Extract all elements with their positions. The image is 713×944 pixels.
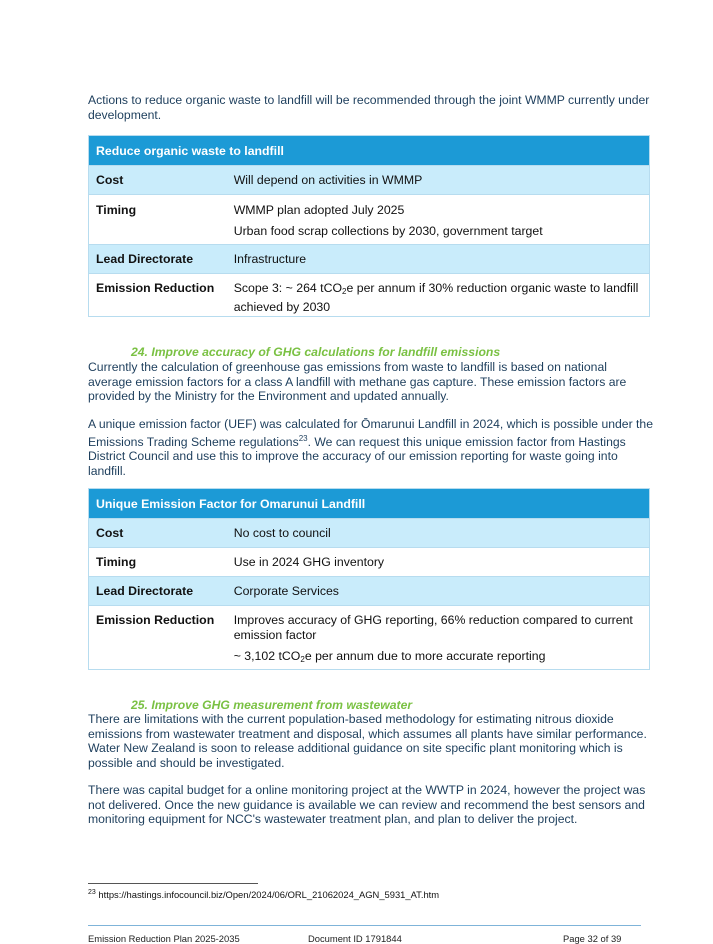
table-reduce-organic-waste [88,135,650,317]
section-25-paragraph-2: There was capital budget for a online monitoring project at the WWTP in 2024, however the project was not delivered. Once the new guidance is available we can review and recommend the best sensors and monitoring equipment for NCC's wastewater treatment plan, and plan to deliver the project. [88,783,646,827]
section-25-heading: 25. Improve GHG measurement from wastewater [131,698,413,712]
section-24-heading: 24. Improve accuracy of GHG calculations for landfill emissions [131,345,501,359]
lead-directorate-label: Lead Directorate [89,577,227,606]
footnote-link[interactable]: https://hastings.infocouncil.biz/Open/2024/06/ORL_21062024_AGN_5931_AT.htm [95,889,440,901]
section-25-paragraph-1: There are limitations with the current population-based methodology for estimating nitrous dioxide emissions from wastewater treatment and disposal, which assumes all plants have similar performance. Water New Zealand is soon to release additional guidance on site specific plant monitoring which is possible and should be investigated. [88,712,647,770]
lead-directorate-value: Corporate Services [227,577,650,606]
emission-reduction-value: Improves accuracy of GHG reporting, 66% reduction compared to current emission factor [233,613,633,642]
emission-reduction-label: Emission Reduction [89,274,227,317]
footnote [88,889,439,900]
section-24-paragraph-2: A unique emission factor (UEF) was calculated for Ōmarunui Landfill in 2024, which is possible under the Emissions Trading Scheme regulations$^{23}$. We can request this unique emission factor from Hastings District Council and use this to improve the accuracy of our emission reporting for waste going into landfill. [88,417,653,478]
intro-paragraph: Actions to reduce organic waste to landfill will be recommended through the joint WMMP currently under development. [88,93,650,122]
table-title: Unique Emission Factor for Omarunui Landfill [89,489,650,519]
footnote-number: 23 [88,889,96,896]
cost-label: Cost [89,166,227,195]
footnote-reference[interactable]: 23 [298,433,308,443]
footer-document-title: Emission Reduction Plan 2025-2035 [88,933,240,944]
timing-value: WMMP plan adopted July 2025 [233,203,405,217]
table-unique-emission-factor [88,488,650,670]
lead-directorate-label: Lead Directorate [89,245,227,274]
timing-value: Urban food scrap collections by 2030, government target [233,224,543,238]
table-title: Reduce organic waste to landfill [89,136,650,166]
section-24-paragraph-1: Currently the calculation of greenhouse gas emissions from waste to landfill is based on national average emission factors for a class A landfill with methane gas capture. These emission factors are provided by the Ministry for the Environment and updated annually. [88,360,627,404]
footnote-divider [88,883,258,884]
emission-reduction-value: ~ 3,102 tCO$_2$e per annum due to more accurate reporting [233,649,546,664]
lead-directorate-value: Infrastructure [227,245,650,274]
footer-page-number: Page 32 of 39 [563,933,622,944]
emission-reduction-label: Emission Reduction [89,606,227,670]
cost-label: Cost [89,519,227,548]
emission-reduction-value: Scope 3: ~ 264 tCO$_2$e per annum if 30% reduction organic waste to landfill achieved by 2030 [227,274,650,317]
timing-value: Use in 2024 GHG inventory [227,548,650,577]
timing-label: Timing [89,195,227,245]
footer-divider [88,925,641,926]
cost-value: No cost to council [227,519,650,548]
timing-label: Timing [89,548,227,577]
cost-value: Will depend on activities in WMMP [227,166,650,195]
footer-document-id: Document ID 1791844 [308,933,402,944]
